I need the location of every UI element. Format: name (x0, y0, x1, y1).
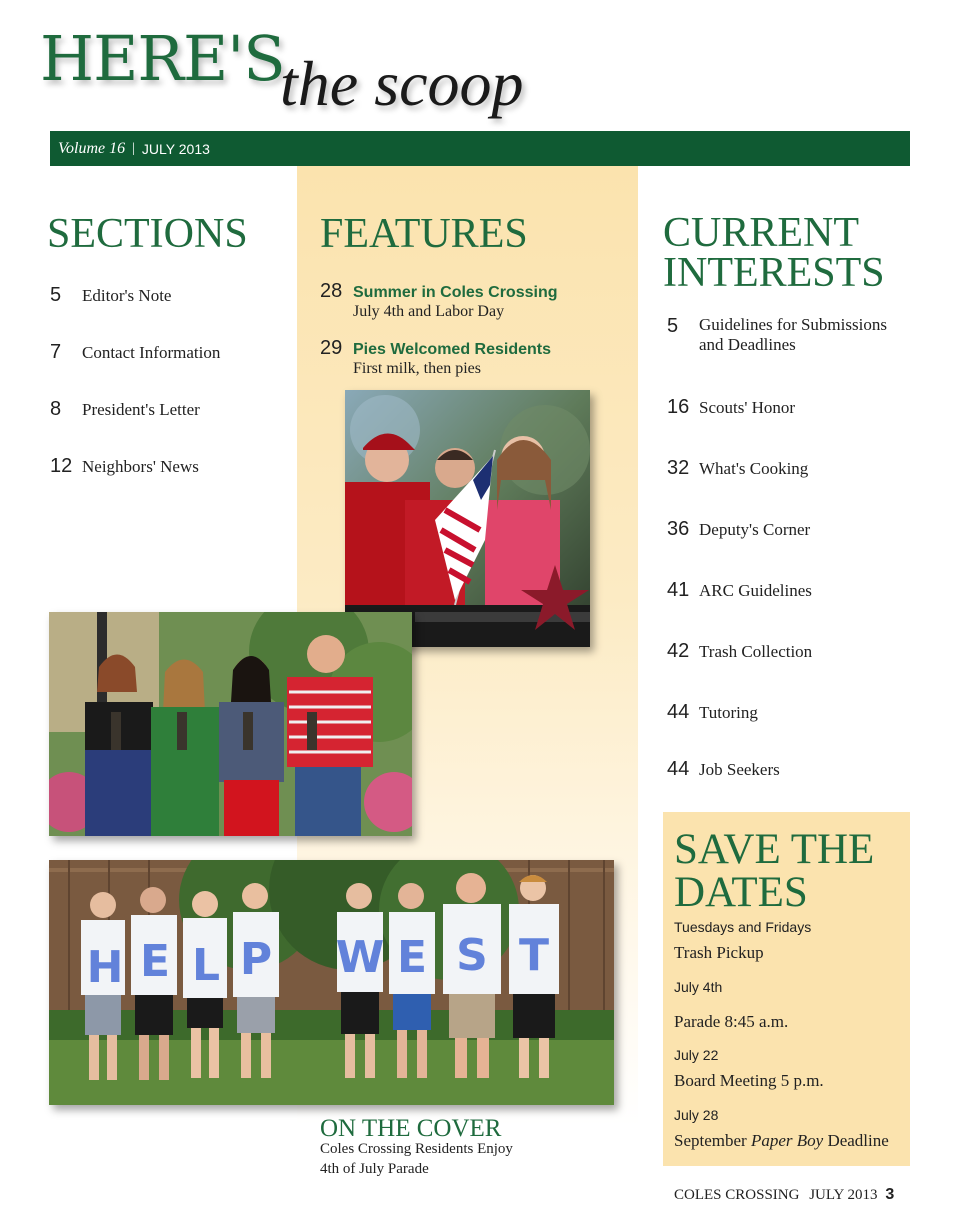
interest-item[interactable] (667, 640, 812, 663)
features-heading: FEATURES (320, 211, 528, 257)
item-label: Editor's Note (82, 286, 172, 305)
interest-item[interactable] (667, 457, 808, 480)
sections-item[interactable] (50, 398, 200, 421)
heading-line: INTERESTS (663, 250, 885, 296)
page-number: 7 (50, 341, 62, 363)
help-west-photo (49, 860, 614, 1105)
date-event-text: September (674, 1131, 751, 1150)
page-number: 12 (50, 455, 73, 477)
date-label: July 4th (674, 979, 723, 995)
item-label: Neighbors' News (82, 457, 199, 476)
page-number: 41 (667, 579, 690, 601)
shirt-letter: H (86, 942, 124, 993)
page-number: 42 (667, 640, 690, 662)
feature-subtitle: July 4th and Labor Day (353, 303, 505, 320)
page-number: 29 (320, 337, 343, 359)
page-number: 44 (667, 701, 690, 723)
date-label: July 22 (674, 1047, 719, 1063)
item-label (699, 315, 887, 355)
feature-item[interactable] (320, 280, 558, 321)
date-event-text: Deadline (823, 1131, 889, 1150)
item-label: What's Cooking (699, 459, 809, 478)
heading-line: SAVE THE (674, 826, 875, 873)
date-label: July 28 (674, 1107, 719, 1123)
interest-item[interactable] (667, 701, 758, 724)
parade-photo (345, 390, 590, 647)
date-event-publication: Paper Boy (750, 1131, 824, 1150)
item-label-line: Guidelines for Submissions (699, 315, 887, 334)
award-photo (49, 612, 412, 836)
cover-caption-line: Coles Crossing Residents Enjoy (320, 1141, 513, 1157)
footer-issue: JULY 2013 (809, 1187, 878, 1203)
item-label: Tutoring (699, 703, 758, 722)
volume-label: Volume 16 (58, 139, 126, 157)
item-label-line: and Deadlines (699, 335, 796, 354)
date-event: Board Meeting 5 p.m. (674, 1071, 824, 1090)
shirt-letter: E (396, 932, 428, 983)
page-number: 5 (50, 284, 62, 306)
award-photo-art (49, 612, 412, 836)
shirt-letter: S (456, 930, 488, 981)
item-label: Deputy's Corner (699, 520, 811, 539)
cover-caption-line: 4th of July Parade (320, 1161, 429, 1177)
on-the-cover-heading: ON THE COVER (320, 1115, 502, 1142)
item-label: ARC Guidelines (699, 581, 812, 600)
interest-item[interactable] (667, 758, 780, 781)
page-number: 36 (667, 518, 690, 540)
feature-item[interactable] (320, 337, 551, 378)
item-label: President's Letter (82, 400, 200, 419)
date-event (674, 1131, 889, 1151)
parade-photo-art (345, 390, 590, 647)
date-event: Parade 8:45 a.m. (674, 1012, 789, 1031)
heading-line: CURRENT (663, 210, 860, 256)
masthead-title: HERE'S (40, 22, 285, 95)
page-number: 8 (50, 398, 62, 420)
shirt-letter: P (239, 934, 273, 985)
feature-title: Pies Welcomed Residents (353, 341, 551, 358)
date-label: Tuesdays and Fridays (674, 919, 812, 935)
page-footer (674, 1186, 894, 1204)
shirt-letter: L (191, 940, 221, 991)
page-number: 16 (667, 396, 690, 418)
save-the-dates-heading (674, 828, 874, 914)
page-number: 5 (667, 315, 679, 337)
interest-item[interactable] (667, 396, 795, 419)
interest-item[interactable] (667, 579, 812, 602)
interest-item[interactable] (667, 315, 887, 355)
sections-heading: SECTIONS (47, 211, 248, 257)
band-separator: | (132, 140, 135, 156)
date-event: Trash Pickup (674, 943, 764, 962)
masthead-script-title: the scoop (280, 48, 524, 119)
help-west-photo-art (49, 860, 614, 1105)
sections-item[interactable] (50, 284, 171, 307)
page-number: 32 (667, 457, 690, 479)
issue-month: JULY 2013 (141, 140, 210, 157)
feature-subtitle: First milk, then pies (353, 360, 481, 377)
heading-line: DATES (674, 869, 808, 916)
item-label: Trash Collection (699, 642, 813, 661)
item-label: Scouts' Honor (699, 398, 796, 417)
page-number-footer: 3 (885, 1186, 895, 1203)
feature-title: Summer in Coles Crossing (353, 284, 558, 301)
interest-item[interactable] (667, 518, 810, 541)
shirt-letter: T (518, 930, 550, 981)
sections-item[interactable] (50, 341, 220, 364)
issue-band (50, 131, 910, 166)
page-number: 44 (667, 758, 690, 780)
sections-item[interactable] (50, 455, 199, 478)
item-label: Contact Information (82, 343, 221, 362)
shirt-letter: W (335, 932, 385, 983)
shirt-letter: E (139, 936, 171, 987)
footer-publication: COLES CROSSING (674, 1187, 800, 1203)
page-number: 28 (320, 280, 343, 302)
current-interests-heading (663, 210, 885, 296)
item-label: Job Seekers (699, 760, 780, 779)
